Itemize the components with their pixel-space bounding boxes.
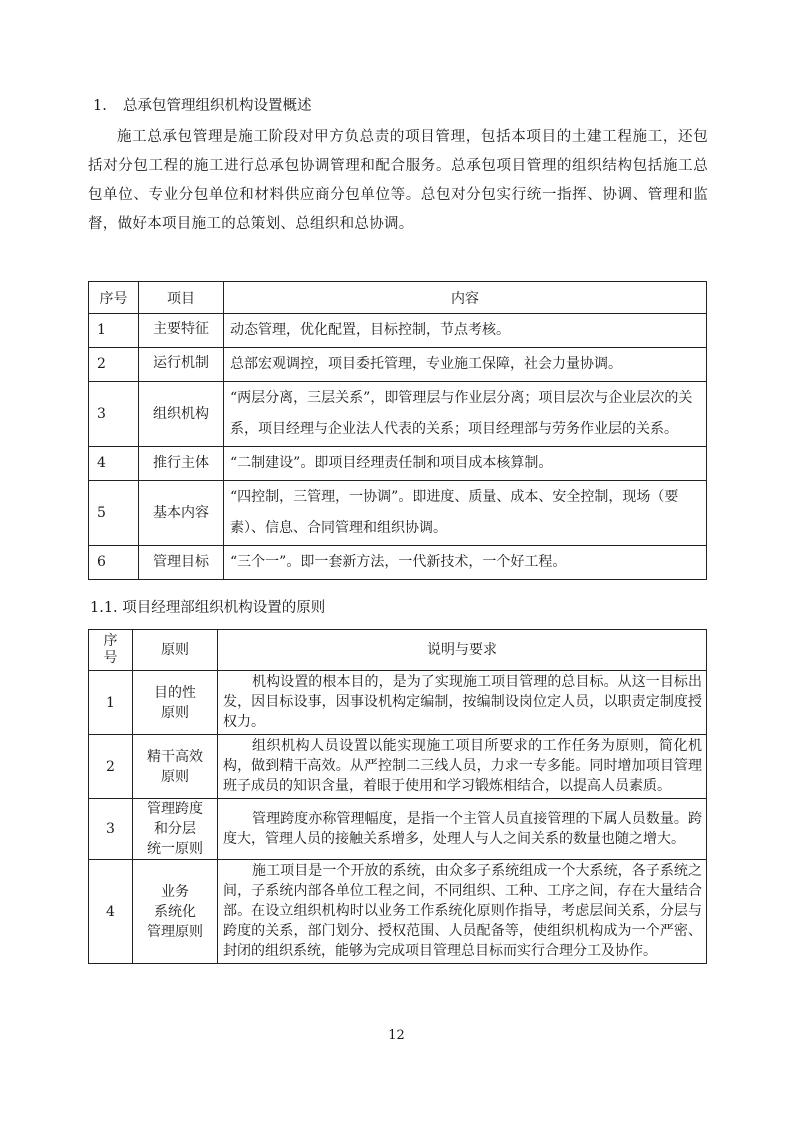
row-content: 总部宏观调控，项目委托管理，专业施工保障，社会力量协调。 xyxy=(224,348,707,382)
header-principle: 原则 xyxy=(133,630,218,671)
row-principle: 目的性 原则 xyxy=(133,671,218,735)
row-item: 推行主体 xyxy=(139,447,224,481)
row-item: 运行机制 xyxy=(139,348,224,382)
row-content: “两层分离，三层关系”，即管理层与作业层分离；项目层次与企业层次的关系，项目经理与企业法人代表的关系；项目经理部与劳务作业层的关系。 xyxy=(224,382,707,447)
row-no: 2 xyxy=(89,348,139,382)
table-header-row xyxy=(89,282,707,314)
row-no: 3 xyxy=(89,382,139,447)
table-row xyxy=(89,546,707,580)
row-no: 1 xyxy=(89,671,133,735)
row-item: 主要特征 xyxy=(139,314,224,348)
table-row xyxy=(89,348,707,382)
section-number: 1. xyxy=(93,98,107,114)
row-no: 4 xyxy=(89,447,139,481)
row-no: 2 xyxy=(89,735,133,799)
row-description: 施工项目是一个开放的系统，由众多子系统组成一个大系统，各子系统之间，子系统内部各单位工程之间，不同组织、工种、工序之间，存在大量结合部。在设立组织机构时以业务工作系统化原则作指导，考虑层间关系，分层与跨度的关系，部门划分、授权范围、人员配备等，使组织机构成为一个严密、封闭的组织系统，能够为完成项目管理总目标而实行合理分工及协作。 xyxy=(218,860,707,964)
row-description: 机构设置的根本目的，是为了实现施工项目管理的总目标。从这一目标出发，因目标设事，因事设机构定编制，按编制设岗位定人员，以职责定制度授权力。 xyxy=(218,671,707,735)
row-no: 4 xyxy=(89,860,133,964)
subsection-title: 项目经理部组织机构设置的原则 xyxy=(122,600,326,616)
row-principle: 精干高效 原则 xyxy=(133,735,218,799)
row-no: 5 xyxy=(89,481,139,546)
row-item: 管理目标 xyxy=(139,546,224,580)
table-row xyxy=(89,382,707,447)
subsection-number: 1.1. xyxy=(90,600,118,616)
row-description: 组织机构人员设置以能实现施工项目所要求的工作任务为原则，简化机构，做到精干高效。从严控制二三线人员，力求一专多能。同时增加项目管理班子成员的知识含量，着眼于使用和学习锻炼相结合，以提高人员素质。 xyxy=(218,735,707,799)
row-content: 动态管理，优化配置，目标控制，节点考核。 xyxy=(224,314,707,348)
table-row xyxy=(89,671,707,735)
row-principle: 业务 系统化 管理原则 xyxy=(133,860,218,964)
row-no: 3 xyxy=(89,799,133,860)
header-content: 内容 xyxy=(224,282,707,314)
row-item: 基本内容 xyxy=(139,481,224,546)
row-content: “二制建设”。即项目经理责任制和项目成本核算制。 xyxy=(224,447,707,481)
row-content: “四控制，三管理，一协调”。即进度、质量、成本、安全控制，现场（要素）、信息、合同管理和组织协调。 xyxy=(224,481,707,546)
table-row xyxy=(89,314,707,348)
principles-table xyxy=(88,629,707,964)
table-row xyxy=(89,860,707,964)
table-row xyxy=(89,481,707,546)
header-description: 说明与要求 xyxy=(218,630,707,671)
row-no: 6 xyxy=(89,546,139,580)
row-description: 管理跨度亦称管理幅度，是指一个主管人员直接管理的下属人员数量。跨度大，管理人员的接触关系增多，处理人与人之间关系的数量也随之增大。 xyxy=(218,799,707,860)
row-item: 组织机构 xyxy=(139,382,224,447)
section-title: 总承包管理组织机构设置概述 xyxy=(123,98,312,114)
table-row xyxy=(89,447,707,481)
header-item: 项目 xyxy=(139,282,224,314)
table-row xyxy=(89,735,707,799)
page-number: 12 xyxy=(388,1028,405,1043)
subsection-heading xyxy=(90,598,325,618)
section-paragraph: 施工总承包管理是施工阶段对甲方负总责的项目管理，包括本项目的土建工程施工，还包括对分包工程的施工进行总承包协调管理和配合服务。总承包项目管理的组织结构包括施工总包单位、专业分包单位和材料供应商分包单位等。总包对分包实行统一指挥、协调、管理和监督，做好本项目施工的总策划、总组织和总协调。 xyxy=(88,129,708,232)
header-no: 序号 xyxy=(89,282,139,314)
row-principle: 管理跨度 和分层 统一原则 xyxy=(133,799,218,860)
management-overview-table xyxy=(88,281,707,580)
table-row xyxy=(89,799,707,860)
table-header-row xyxy=(89,630,707,671)
section-heading xyxy=(93,96,312,116)
header-no: 序号 xyxy=(89,630,133,671)
row-no: 1 xyxy=(89,314,139,348)
row-content: “三个一”。即一套新方法，一代新技术，一个好工程。 xyxy=(224,546,707,580)
